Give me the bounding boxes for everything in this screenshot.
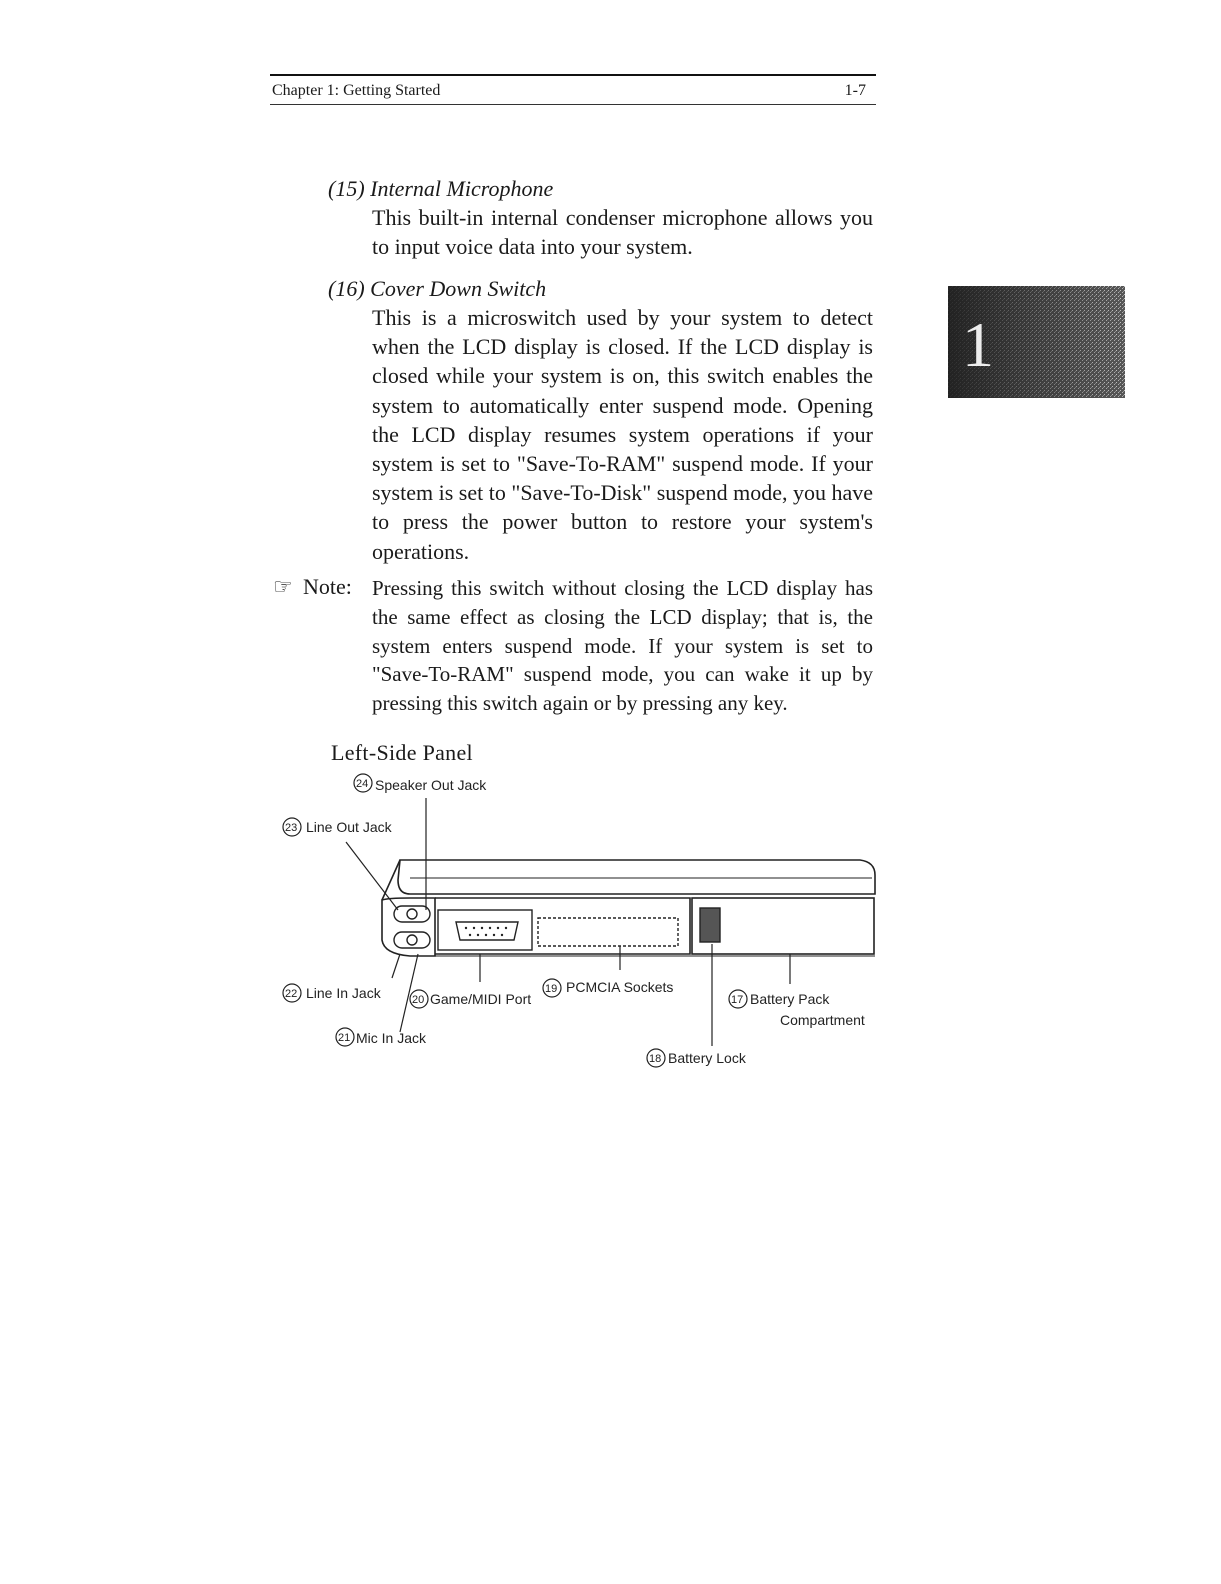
- item-16-body: [372, 303, 873, 566]
- pcmcia-sockets: [538, 918, 678, 946]
- callout-number-19: 19: [545, 983, 558, 995]
- label-game-midi-port: Game/MIDI Port: [430, 991, 532, 1007]
- game-midi-port: [456, 922, 518, 940]
- note-text: Pressing this switch without closing the LCD display has the same effect as closing the LCD display; that is, the system enters suspend mode. If your system is set to "Save-To-RAM" suspend mode, you can wake it up by pressing this switch again or by pressing any key.: [372, 576, 873, 716]
- label-line-in-jack: Line In Jack: [306, 985, 381, 1001]
- ports: [394, 906, 720, 950]
- note-hand-icon: ☞: [273, 574, 293, 599]
- callout-number-18: 18: [649, 1053, 662, 1065]
- item-16-body-text: This is a microswitch used by your system to detect when the LCD display is closed. If the LCD display is closed while your system is on, this switch enables the system to automatically enter suspend mode. Opening the LCD display resumes system operations if your system is set to "Save-To-RAM" suspend mode. If your system is set to "Save-To-Disk" suspend mode, you have to press the power button to restore your system's operations.: [372, 305, 873, 564]
- callout-number-20: 20: [412, 994, 425, 1006]
- note-label: Note:: [303, 574, 352, 599]
- callout-number-24: 24: [356, 778, 369, 790]
- header-page-number: 1-7: [844, 82, 866, 99]
- game-port-pins: [465, 927, 507, 936]
- item-15-title: (15) Internal Microphone: [328, 176, 554, 201]
- callout-number-23: 23: [285, 822, 298, 834]
- label-battery-pack: Battery Pack: [750, 991, 830, 1007]
- line-in-jack-pin: [407, 935, 417, 945]
- callout-number-21: 21: [338, 1032, 351, 1044]
- left-side-panel-diagram: [260, 770, 900, 1080]
- label-mic-in-jack: Mic In Jack: [356, 1030, 427, 1046]
- chapter-tab-graphic: [948, 286, 1125, 398]
- header-bottom-rule: [270, 104, 876, 105]
- line-out-jack-pin: [407, 909, 417, 919]
- label-speaker-out-jack: Speaker Out Jack: [375, 777, 487, 793]
- label-battery-lock: Battery Lock: [668, 1050, 746, 1066]
- label-compartment: Compartment: [780, 1012, 865, 1028]
- base-left-end: [382, 898, 435, 956]
- laptop-body: [382, 860, 875, 956]
- header-chapter-title: Chapter 1: Getting Started: [272, 82, 441, 99]
- section-heading: Left-Side Panel: [331, 740, 473, 765]
- chapter-tab: [948, 286, 1125, 398]
- header-top-rule: [270, 74, 876, 76]
- label-pcmcia-sockets: PCMCIA Sockets: [566, 979, 674, 995]
- laptop-lid: [398, 860, 875, 894]
- callout-labels: [306, 777, 865, 1066]
- chapter-tab-number: 1: [962, 309, 994, 380]
- label-line-out-jack: Line Out Jack: [306, 819, 392, 835]
- item-15-body-text: This built-in internal condenser microphone allows you to input voice data into your system.: [372, 205, 873, 260]
- item-15-body: [372, 203, 873, 261]
- battery-lock: [700, 908, 720, 942]
- callout-number-17: 17: [731, 994, 744, 1006]
- callout-number-22: 22: [285, 988, 298, 1000]
- base-front: [435, 898, 690, 954]
- game-midi-port-frame: [438, 910, 532, 950]
- item-16-title: (16) Cover Down Switch: [328, 276, 547, 301]
